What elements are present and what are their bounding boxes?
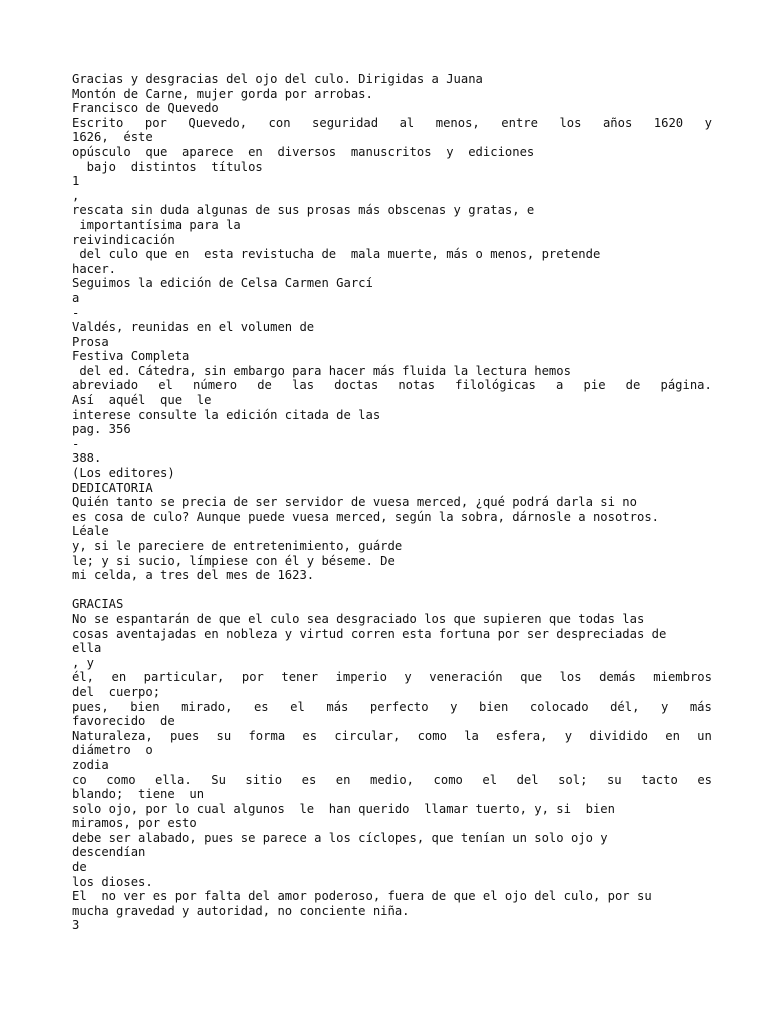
text-word: imperio xyxy=(335,670,387,685)
text-line: rescata sin duda algunas de sus prosas más obscenas y gratas, e xyxy=(72,203,535,218)
text-word: perfecto xyxy=(369,699,429,714)
text-word: el xyxy=(158,378,173,393)
text-word: forma xyxy=(248,728,286,743)
text-word: del xyxy=(516,772,539,787)
text-line: Así aquél que le xyxy=(72,393,212,408)
text-line: GRACIAS xyxy=(72,597,124,612)
text-word: número xyxy=(193,378,238,393)
text-line: importantísima para la xyxy=(72,217,241,232)
text-word: mirado, xyxy=(181,699,233,714)
text-word: ella. xyxy=(155,772,192,787)
text-line: zodia xyxy=(72,757,109,772)
text-word: entre xyxy=(501,115,538,130)
text-word: particular, xyxy=(143,670,225,685)
text-line: 1 xyxy=(72,174,80,189)
text-word: abreviado xyxy=(72,378,139,393)
text-word: página. xyxy=(660,378,712,393)
text-word: como xyxy=(106,772,136,787)
text-word: veneración xyxy=(429,670,503,685)
text-word: más xyxy=(326,699,349,714)
text-line: reivindicación xyxy=(72,232,175,247)
text-line: es cosa de culo? Aunque puede vuesa merced, según la sobra, dárnosle a nosotros. xyxy=(72,509,659,524)
text-line: Seguimos la edición de Celsa Carmen Garcí xyxy=(72,276,373,291)
text-line: del cuerpo; xyxy=(72,684,161,699)
text-word: en xyxy=(335,772,351,787)
text-word: doctas xyxy=(334,378,379,393)
text-word: demás xyxy=(599,670,636,685)
text-line: favorecido de xyxy=(72,714,175,729)
text-line: , y xyxy=(72,655,95,670)
text-word: Quevedo, xyxy=(188,115,248,130)
text-line xyxy=(72,773,712,788)
text-word: de xyxy=(257,378,272,393)
text-line xyxy=(72,583,712,598)
text-word: el xyxy=(482,772,498,787)
text-line: pag. 356 xyxy=(72,422,131,437)
text-line: 1626, éste xyxy=(72,130,153,145)
text-word: y xyxy=(450,699,458,714)
text-word: es xyxy=(302,728,318,743)
text-word: con xyxy=(268,115,291,130)
text-line: DEDICATORIA xyxy=(72,480,153,495)
text-line xyxy=(72,729,712,744)
text-word: es xyxy=(697,772,712,787)
text-line xyxy=(72,700,712,715)
text-word: colocado xyxy=(529,699,589,714)
text-line: mi celda, a tres del mes de 1623. xyxy=(72,568,315,583)
text-word: miembros xyxy=(653,670,712,685)
text-word: en xyxy=(665,728,680,743)
text-line: le; y si sucio, límpiese con él y béseme. De xyxy=(72,553,395,568)
text-line: - xyxy=(72,305,80,320)
text-line: del ed. Cátedra, sin embargo para hacer más fluida la lectura hemos xyxy=(72,363,571,378)
text-line: blando; tiene un xyxy=(72,787,205,802)
text-word: bien xyxy=(478,699,509,714)
text-word: esfera, xyxy=(496,728,548,743)
text-line: diámetro o xyxy=(72,743,153,758)
text-word: Naturaleza, xyxy=(72,728,153,743)
text-word: y xyxy=(564,728,573,743)
text-line: hacer. xyxy=(72,261,117,276)
text-word: es xyxy=(253,699,269,714)
text-line: 3 xyxy=(72,918,80,933)
text-word: seguridad xyxy=(312,115,379,130)
text-line: miramos, por esto xyxy=(72,816,197,831)
text-word: por xyxy=(144,115,167,130)
text-line: del culo que en esta revistucha de mala muerte, más o menos, pretende xyxy=(72,247,601,262)
text-line: ella xyxy=(72,641,102,656)
text-line: interese consulte la edición citada de las xyxy=(72,407,381,422)
text-word: años xyxy=(602,115,633,130)
text-word: filológicas xyxy=(455,378,536,393)
text-line: No se espantarán de que el culo sea desgraciado los que supieren que todas las xyxy=(72,611,645,626)
text-line: Léale xyxy=(72,524,109,539)
text-word: tener xyxy=(281,670,319,685)
text-word: su xyxy=(606,772,622,787)
text-line: opúsculo que aparece en diversos manuscritos y ediciones xyxy=(72,144,535,159)
text-word: y xyxy=(404,670,412,685)
text-word: más xyxy=(689,699,712,714)
text-word: Escrito xyxy=(72,115,124,130)
text-word: Su xyxy=(211,772,226,787)
text-word: los xyxy=(559,115,582,130)
text-line: - xyxy=(72,436,80,451)
text-line xyxy=(72,670,712,685)
text-line: , xyxy=(72,188,80,203)
text-word: por xyxy=(241,670,264,685)
text-word: menos, xyxy=(435,115,480,130)
text-line: Gracias y desgracias del ojo del culo. Dirigidas a Juana xyxy=(72,72,483,86)
text-word: el xyxy=(290,699,305,714)
text-line: solo ojo, por lo cual algunos le han querido llamar tuerto, y, si bien xyxy=(72,801,615,816)
text-line: descendían xyxy=(72,845,146,860)
text-word: como xyxy=(433,772,463,787)
text-word: co xyxy=(72,772,87,787)
text-word: sol; xyxy=(558,772,588,787)
text-word: 1620 xyxy=(653,115,684,130)
text-line: a xyxy=(72,290,80,305)
text-line: 388. xyxy=(72,451,102,466)
text-line: El no ver es por falta del amor poderoso, fuera de que el ojo del culo, por su xyxy=(72,889,652,904)
text-word: notas xyxy=(398,378,436,393)
text-line: Prosa xyxy=(72,334,109,349)
text-word: es xyxy=(301,772,317,787)
text-word: que xyxy=(520,670,543,685)
text-word: él, xyxy=(72,670,95,685)
text-word: circular, xyxy=(334,728,401,743)
text-word: de xyxy=(625,378,641,393)
text-word: pues xyxy=(169,728,200,743)
text-word: sitio xyxy=(245,772,283,787)
text-line: Quién tanto se precia de ser servidor de vuesa merced, ¿qué podrá darla si no xyxy=(72,495,637,510)
text-word: pie xyxy=(583,378,606,393)
text-word: la xyxy=(464,728,479,743)
text-word: a xyxy=(556,378,564,393)
text-word: como xyxy=(417,728,447,743)
text-line: Montón de Carne, mujer gorda por arrobas. xyxy=(72,86,373,101)
text-word: y xyxy=(704,115,712,130)
text-line: bajo distintos títulos xyxy=(72,159,263,174)
text-word: tacto xyxy=(641,772,678,787)
text-line xyxy=(72,378,712,393)
text-word: y xyxy=(660,699,669,714)
text-word: bien xyxy=(130,699,160,714)
text-word: su xyxy=(216,728,232,743)
text-word: las xyxy=(292,378,315,393)
text-line: debe ser alabado, pues se parece a los cíclopes, que tenían un solo ojo y xyxy=(72,830,608,845)
text-word: al xyxy=(399,115,415,130)
text-line: los dioses. xyxy=(72,874,153,889)
text-line xyxy=(72,116,712,131)
text-line: y, si le pareciere de entretenimiento, guárde xyxy=(72,539,403,553)
text-word: dividido xyxy=(589,728,648,743)
text-line: cosas aventajadas en nobleza y virtud corren esta fortuna por ser despreciadas de xyxy=(72,626,667,641)
text-line: de xyxy=(72,860,87,875)
text-word: en xyxy=(111,670,127,685)
text-word: los xyxy=(559,670,582,685)
text-word: dél, xyxy=(610,699,640,714)
text-word: medio, xyxy=(369,772,415,787)
text-line: Francisco de Quevedo xyxy=(72,101,219,116)
text-line: (Los editores) xyxy=(72,466,175,481)
text-word: un xyxy=(697,728,712,743)
text-line: mucha gravedad y autoridad, no conciente niña. xyxy=(72,903,410,918)
document-text xyxy=(72,72,712,933)
text-line: Valdés, reunidas en el volumen de xyxy=(72,320,315,335)
text-word: pues, xyxy=(72,699,109,714)
text-line: Festiva Completa xyxy=(72,349,190,364)
